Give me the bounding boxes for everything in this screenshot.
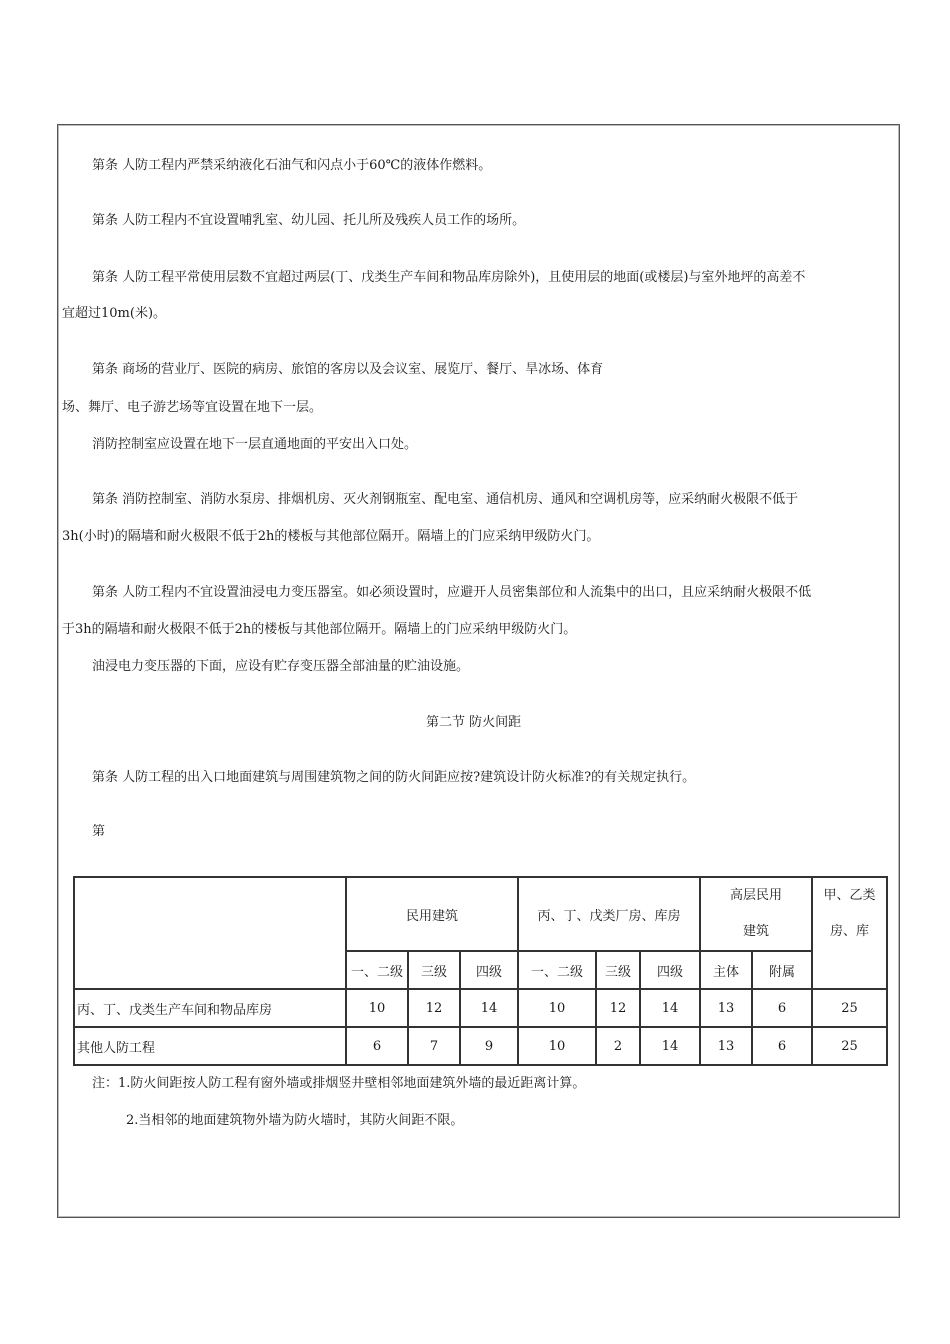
table-cell: 6 [346, 1027, 408, 1065]
table-cell: 13 [700, 1027, 752, 1065]
subheader: 一、二级 [518, 951, 596, 989]
subheader: 一、二级 [346, 951, 408, 989]
table-cell: 7 [408, 1027, 460, 1065]
table-cell: 10 [346, 989, 408, 1027]
table-note-1: 注：1.防火间距按人防工程有窗外墙或排烟竖井壁相邻地面建筑外墙的最近距离计算。 [92, 1076, 586, 1091]
table-cell: 9 [460, 1027, 518, 1065]
subheader: 四级 [460, 951, 518, 989]
table-cell: 25 [812, 989, 887, 1027]
article-halls-line2: 场、舞厅、电子游艺场等宜设置在地下一层。 [62, 400, 323, 415]
table-cell: 12 [596, 989, 640, 1027]
section-heading: 第二节 防火间距 [426, 715, 522, 730]
article-halls-line1: 第条 商场的营业厅、医院的病房、旅馆的客房以及会议室、展览厅、餐厅、旱冰场、体育 [92, 362, 604, 377]
header-class-ab: 甲、乙类 房、库 [812, 877, 887, 989]
subheader: 附属 [752, 951, 812, 989]
table-cell: 6 [752, 989, 812, 1027]
header-civil: 民用建筑 [346, 877, 518, 951]
article-oil-storage: 油浸电力变压器的下面，应设有贮存变压器全部油量的贮油设施。 [92, 659, 470, 674]
article-equipment-line1: 第条 消防控制室、消防水泵房、排烟机房、灭火剂钢瓶室、配电室、通信机房、通风和空调机房等，应采纳耐火极限不低于 [92, 492, 799, 507]
article-control-room: 消防控制室应设置在地下一层直通地面的平安出入口处。 [92, 437, 418, 452]
table-cell: 14 [640, 989, 700, 1027]
row-label: 其他人防工程 [74, 1027, 346, 1065]
article-spacing: 第条 人防工程的出入口地面建筑与周围建筑物之间的防火间距应按?建筑设计防火标准?的有关规定执行。 [92, 770, 696, 785]
article-equipment-line2: 3h(小时)的隔墙和耐火极限不低于2h的楼板与其他部位隔开。隔墙上的门应采纳甲级防火门。 [62, 529, 600, 544]
subheader: 四级 [640, 951, 700, 989]
article-transformer-line2: 于3h的隔墙和耐火极限不低于2h的楼板与其他部位隔开。隔墙上的门应采纳甲级防火门。 [62, 622, 577, 637]
article-floors-line2: 宜超过10m(米)。 [62, 306, 167, 321]
table-cell: 12 [408, 989, 460, 1027]
table-cell: 10 [518, 1027, 596, 1065]
article-floors-line1: 第条 人防工程平常使用层数不宜超过两层(丁、戊类生产车间和物品库房除外)，且使用层的地面(或楼层)与室外地坪的高差不 [92, 270, 806, 285]
table-cell: 14 [640, 1027, 700, 1065]
fire-spacing-table [73, 876, 888, 1066]
table-row [74, 1027, 887, 1065]
table-corner-cell [74, 877, 346, 989]
article-fragment: 第 [92, 824, 106, 839]
table-cell: 2 [596, 1027, 640, 1065]
subheader: 主体 [700, 951, 752, 989]
article-nursery: 第条 人防工程内不宜设置哺乳室、幼儿园、托儿所及残疾人员工作的场所。 [92, 213, 526, 228]
header-highrise: 高层民用 建筑 [700, 877, 812, 951]
article-transformer-line1: 第条 人防工程内不宜设置油浸电力变压器室。如必须设置时，应避开人员密集部位和人流集中的出口，且应采纳耐火极限不低 [92, 585, 812, 600]
table-cell: 6 [752, 1027, 812, 1065]
table-cell: 14 [460, 989, 518, 1027]
article-fuel: 第条 人防工程内严禁采纳液化石油气和闪点小于60℃的液体作燃料。 [92, 158, 492, 173]
subheader: 三级 [596, 951, 640, 989]
table-cell: 13 [700, 989, 752, 1027]
table-cell: 10 [518, 989, 596, 1027]
subheader: 三级 [408, 951, 460, 989]
header-factory: 丙、丁、戊类厂房、库房 [518, 877, 700, 951]
table-row [74, 989, 887, 1027]
table-cell: 25 [812, 1027, 887, 1065]
table-note-2: 2.当相邻的地面建筑物外墙为防火墙时，其防火间距不限。 [126, 1113, 464, 1128]
row-label: 丙、丁、戊类生产车间和物品库房 [74, 989, 346, 1027]
